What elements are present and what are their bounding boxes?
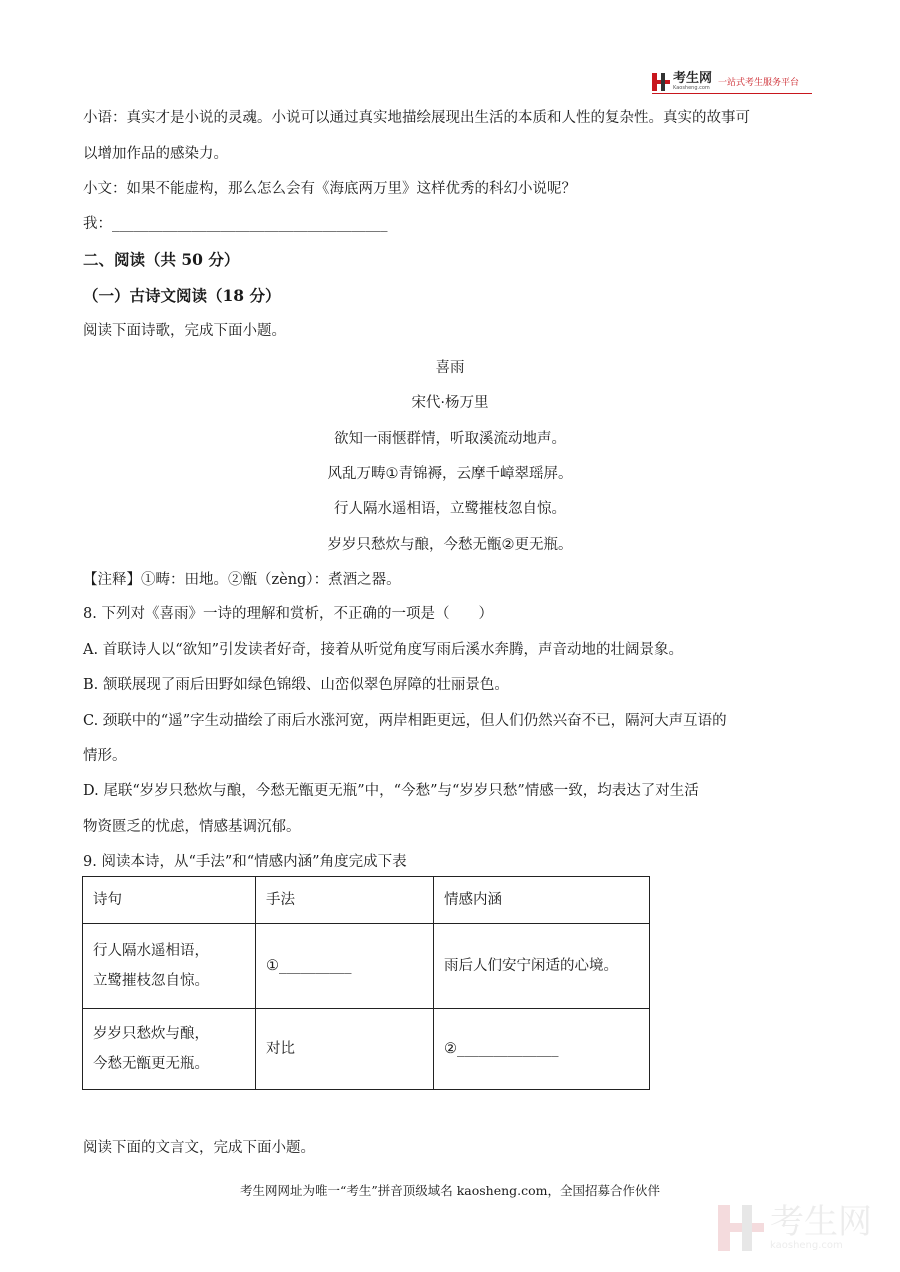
poem-line-3: 行人隔水遥相语，立鹭摧枝忽自惊。 xyxy=(334,501,566,517)
xiaoyu-line-2: 以增加作品的感染力。 xyxy=(83,146,228,162)
logo-domain: Kaosheng.com xyxy=(673,85,710,91)
watermark-domain: kaosheng.com xyxy=(770,1240,843,1251)
my-answer-line: 我：______________________________________ xyxy=(83,216,388,232)
verse-cell xyxy=(83,1009,256,1090)
table-header-row xyxy=(83,877,650,924)
verse-line: 岁岁只愁炊与酿， xyxy=(93,1026,209,1042)
poem-title: 喜雨 xyxy=(435,360,465,376)
logo-name: 考生网 xyxy=(673,71,713,86)
table-row xyxy=(83,1009,650,1090)
verse-cell xyxy=(83,924,256,1009)
page-footer: 考生网网址为唯一“考生”拼音顶级域名 kaosheng.com，全国招募合作伙伴 xyxy=(239,1183,661,1198)
poem-line-2: 风乱万畴①青锦褥，云摩千嶂翠瑶屏。 xyxy=(327,466,573,482)
xiaowen-line: 小文：如果不能虚构，那么怎么会有《海底两万里》这样优秀的科幻小说呢？ xyxy=(83,181,576,197)
header-emotion: 情感内涵 xyxy=(434,877,650,924)
q9-stem: 9. 阅读本诗，从“手法”和“情感内涵”角度完成下表 xyxy=(83,854,407,870)
technique-blank: ①__________ xyxy=(256,924,434,1009)
header-verse: 诗句 xyxy=(83,877,256,924)
verse-line: 行人隔水遥相语， xyxy=(93,943,209,959)
q8-stem: 8. 下列对《喜雨》一诗的理解和赏析，不正确的一项是（ ） xyxy=(83,606,493,622)
q9-table xyxy=(82,876,650,1090)
table-row xyxy=(83,924,650,1009)
verse-line: 今愁无甑更无瓶。 xyxy=(93,1056,209,1072)
watermark-name: 考生网 xyxy=(770,1202,872,1242)
watermark-logo-icon xyxy=(718,1205,764,1251)
q8-option-b: B. 颔联展现了雨后田野如绿色锦缎、山峦似翠色屏障的壮丽景色。 xyxy=(83,677,509,693)
q8-option-d-line-2: 物资匮乏的忧虑，情感基调沉郁。 xyxy=(83,819,301,835)
poem-line-4: 岁岁只愁炊与酿，今愁无甑②更无瓶。 xyxy=(327,537,573,553)
section-title: 二、阅读（共 50 分） xyxy=(83,250,240,269)
verse-line: 立鹭摧枝忽自惊。 xyxy=(93,973,209,989)
q8-option-a: A. 首联诗人以“欲知”引发读者好奇，接着从听觉角度写雨后溪水奔腾，声音动地的壮阔景象。 xyxy=(83,642,684,658)
xiaoyu-line-1: 小语：真实才是小说的灵魂。小说可以通过真实地描绘展现出生活的本质和人性的复杂性。真实的故事可 xyxy=(83,110,750,126)
poem-author: 宋代·杨万里 xyxy=(411,395,489,411)
poem-note: 【注释】①畴：田地。②甑（zèng）：煮酒之器。 xyxy=(83,572,401,588)
watermark xyxy=(718,1202,872,1251)
q8-option-c-line-2: 情形。 xyxy=(83,748,127,764)
emotion-blank: ②______________ xyxy=(434,1009,650,1090)
header-logo xyxy=(652,72,799,91)
q8-option-d-line-1: D. 尾联“岁岁只愁炊与酿，今愁无甑更无瓶”中，“今愁”与“岁岁只愁”情感一致，均表达了对生活 xyxy=(83,783,699,799)
next-instruction: 阅读下面的文言文，完成下面小题。 xyxy=(83,1140,315,1156)
poem-line-1: 欲知一雨惬群情，听取溪流动地声。 xyxy=(334,431,566,447)
logo-slogan: 一站式考生服务平台 xyxy=(718,78,800,88)
section-subtitle: （一）古诗文阅读（18 分） xyxy=(83,286,281,305)
emotion-cell: 雨后人们安宁闲适的心境。 xyxy=(434,924,650,1009)
poem-instruction: 阅读下面诗歌，完成下面小题。 xyxy=(83,323,286,339)
header-technique: 手法 xyxy=(256,877,434,924)
header-divider xyxy=(652,93,812,94)
technique-cell: 对比 xyxy=(256,1009,434,1090)
q8-option-c-line-1: C. 颈联中的“遥”字生动描绘了雨后水涨河宽，两岸相距更远，但人们仍然兴奋不已，隔河大声互语的 xyxy=(83,713,727,729)
kaosheng-logo-icon xyxy=(652,73,670,91)
